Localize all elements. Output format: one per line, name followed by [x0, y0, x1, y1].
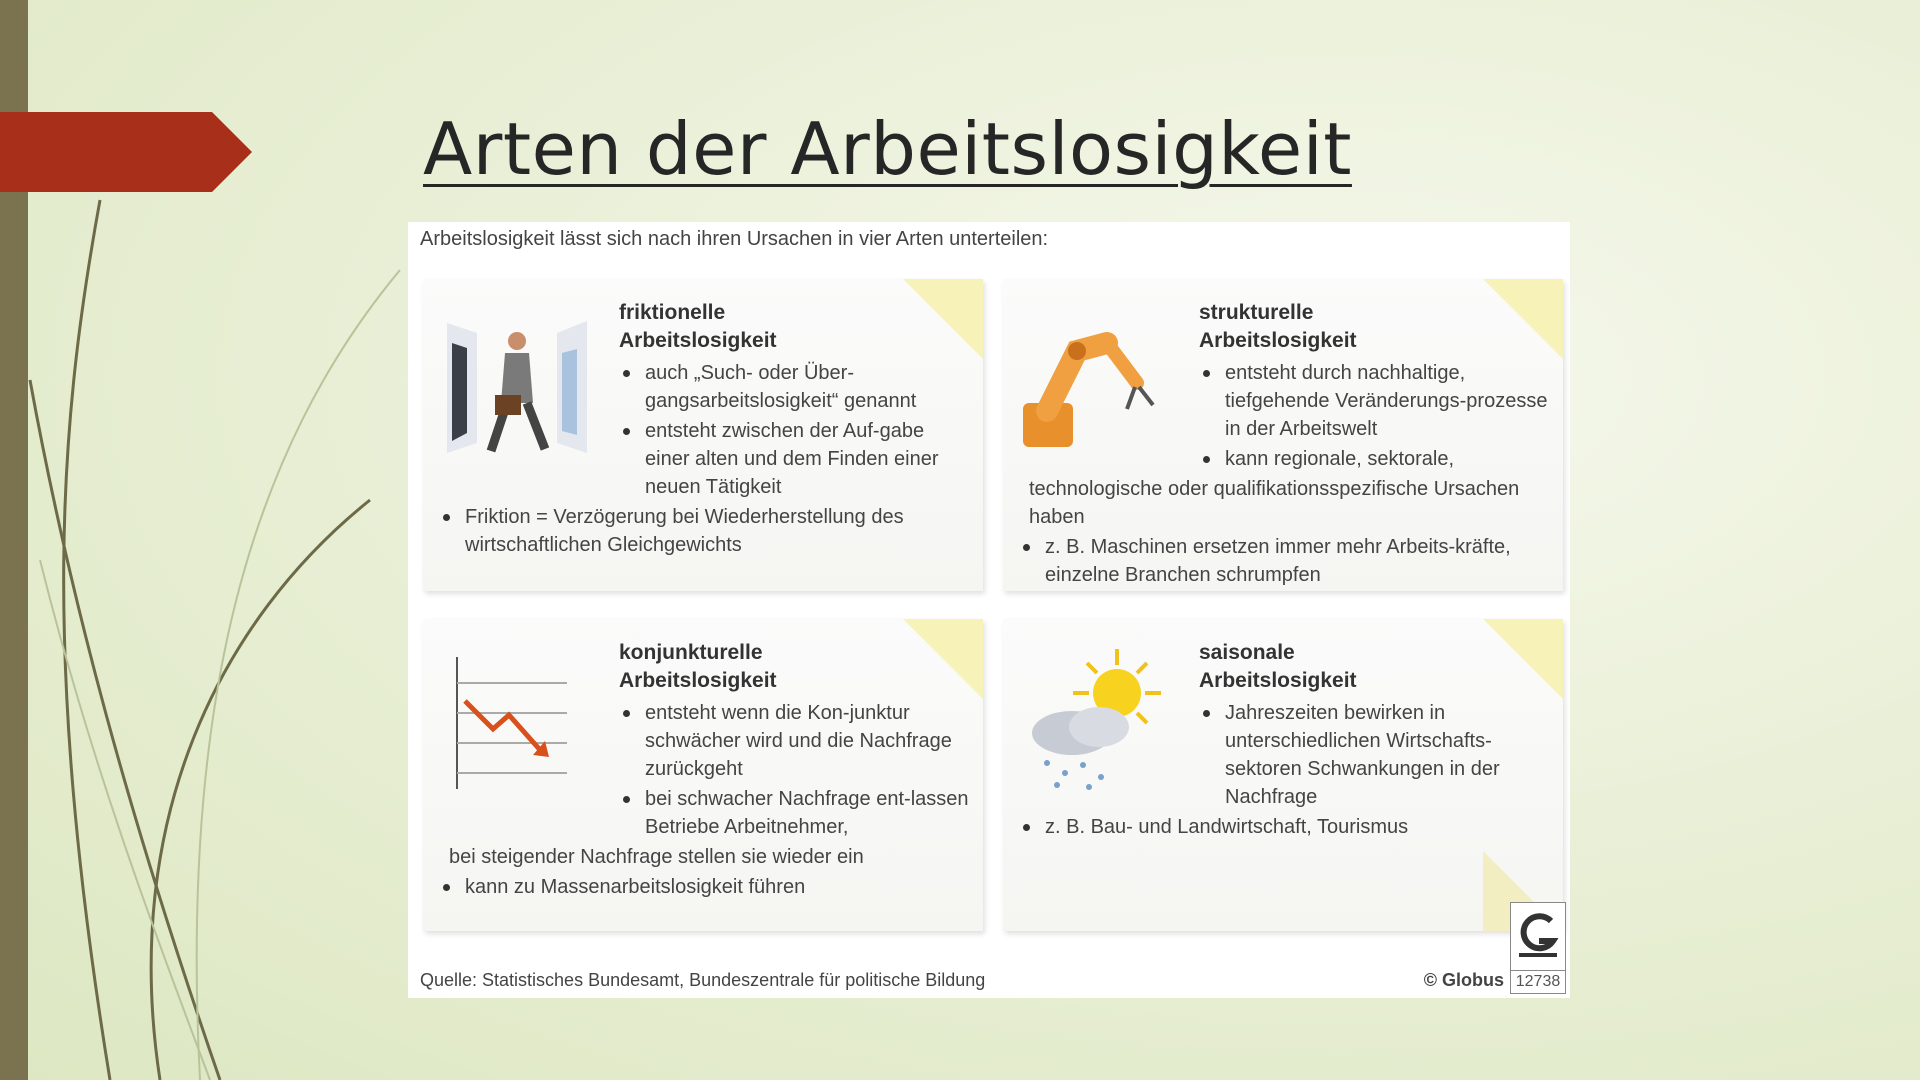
list-item: entsteht zwischen der Auf-gabe einer alten und dem Finden einer neuen Tätigkeit [619, 417, 974, 501]
infographic-intro: Arbeitslosigkeit lässt sich nach ihren Ursachen in vier Arten unterteilen: [420, 228, 1049, 250]
list-item-continuation: technologische oder qualifikationsspezifische Ursachen haben [1029, 478, 1520, 528]
list-item: auch „Such- oder Über-gangsarbeitslosigkeit“ genannt [619, 359, 974, 415]
globus-logo [1510, 902, 1566, 994]
list-item: z. B. Bau- und Landwirtschaft, Tourismus [1019, 813, 1554, 841]
list-item: kann zu Massenarbeitslosigkeit führen [439, 873, 974, 901]
card-title: strukturelle Arbeitslosigkeit [1199, 301, 1357, 352]
card-strukturelle [1003, 279, 1563, 591]
list-item: entsteht wenn die Kon-junktur schwächer wird und die Nachfrage zurückgeht [619, 699, 974, 783]
list-item: z. B. Maschinen ersetzen immer mehr Arbeits-kräfte, einzelne Branchen schrumpfen [1019, 533, 1554, 589]
slide-title: Arten der Arbeitslosigkeit [423, 107, 1352, 191]
list-item: entsteht durch nachhaltige, tiefgehende Veränderungs-prozesse in der Arbeitswelt [1199, 359, 1554, 443]
card-saisonale [1003, 619, 1563, 931]
businessman-walking-icon [437, 303, 597, 453]
source-note: Quelle: Statistisches Bundesamt, Bundeszentrale für politische Bildung [420, 970, 986, 990]
card-title: friktionelle Arbeitslosigkeit [619, 301, 777, 352]
card-title: saisonale Arbeitslosigkeit [1199, 641, 1357, 692]
declining-chart-icon [437, 643, 597, 793]
bullet-list [1029, 359, 1554, 591]
list-item: Jahreszeiten bewirken in unterschiedlichen Wirtschafts-sektoren Schwankungen in der Nachfrage [1199, 699, 1554, 811]
card-friktionelle [423, 279, 983, 591]
logo-number: 12738 [1511, 970, 1565, 991]
card-title: konjunkturelle Arbeitslosigkeit [619, 641, 777, 692]
infographic-panel [408, 222, 1570, 998]
list-item: kann regionale, sektorale, [1199, 445, 1554, 473]
list-item-continuation: bei steigender Nachfrage stellen sie wieder ein [449, 846, 864, 868]
bullet-list [465, 359, 974, 561]
robot-arm-icon [1017, 303, 1177, 453]
globus-g-icon [1511, 907, 1565, 959]
sun-rain-cloud-icon [1017, 643, 1177, 793]
copyright-note: © Globus [1423, 970, 1504, 990]
list-item: bei schwacher Nachfrage ent-lassen Betriebe Arbeitnehmer, [619, 785, 974, 841]
bullet-list [1045, 699, 1554, 843]
list-item: Friktion = Verzögerung bei Wiederherstellung des wirtschaftlichen Gleichgewichts [439, 503, 984, 559]
card-konjunkturelle [423, 619, 983, 931]
title-arrow-marker [0, 112, 252, 192]
bullet-list [449, 699, 974, 903]
